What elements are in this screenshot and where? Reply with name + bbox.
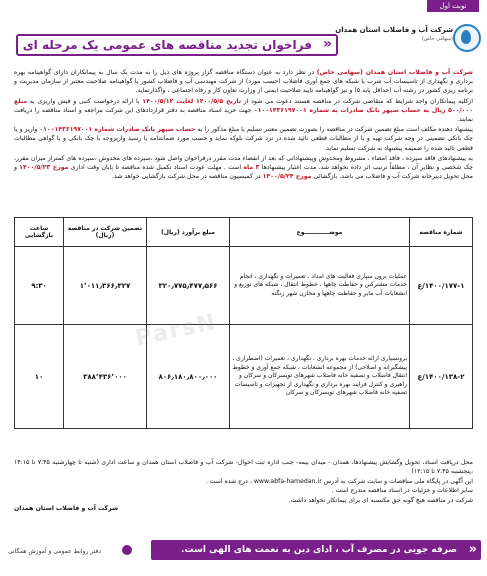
col-header-guarantee: تضمین شرکت در مناقصه (ریال) (64, 218, 147, 247)
round-tag: نوبت اول (427, 0, 479, 12)
slogan-text: صرفه جویی در مصرف آب ، ادای دین به نعمت های الهی است. (181, 545, 457, 555)
paragraph-3-text-b: واریز و یا چک بانکی تضمینی در وجه شرکت تهیه و یا از مطالبات قطعی تائید شده در نزد شرکت بلوکه نماید و حسب مورد ضمانتنامه یا رسید واریزوجه یا چک بانکی و یا گواهی مطالبات قطعی تائید شده را ضمیمه پیشنهاد به شرکت تسلیم نماید. (14, 126, 473, 152)
paragraph-4-text-d: در کمیسیون مناقصه در محل شرکت بازگشایی خواهد شد. (112, 173, 263, 181)
tender-hour: ۱۰ (15, 325, 64, 429)
tender-table (14, 217, 473, 429)
footer-details: سایر اطلاعات و جزئیات در اسناد مناقصه مندرج است . (331, 487, 473, 495)
deadline-date: مورخ ۱۴۰۰/۵/۲۳ (19, 164, 69, 172)
notice-body (14, 68, 473, 182)
paragraph-4-text-b: است . مهلت عودت اسناد تکمیل شده مناقصه تا پایان وقت اداری (68, 164, 244, 172)
paragraph-2-text-c: جهت خرید اسناد مناقصه به دفتر قراردادهای این شرکت مراجعه و اسناد مناقصه را دریافت نمایند. (14, 106, 473, 124)
col-header-number: شماره مناقصه (410, 218, 473, 247)
footer-address: محل دریافت اسناد، تحویل وگشایش پیشنهادها، همدان - میدان بیمه- جنب اداره ثبت احوال- شرکت آب و فاضلاب استان همدان و ساعت اداری (شنبه تا چهارشنبه ۷:۴۵ تا ۱۴:۱۵ ،پنجشنبه ۷:۴۵ تا ۱۲:۱۵) (14, 459, 473, 476)
table-row (15, 247, 473, 325)
company-logo (335, 20, 481, 62)
opening-date: مورخ ۱۴۰۰/۵/۲۴ (262, 173, 312, 181)
notice-footer (14, 458, 473, 505)
paragraph-3 (14, 125, 473, 153)
tender-subject: عملیات برون سپاری فعالیت های امداد ، تعمیرات و نگهداری ، انجام خدمات مشترکین و حفاظت چاهها ، خطوط انتقال ، شبکه های توزیع و انشعابات آب مایر و حفاظت چاهها و مخازن شهر زنگنه (230, 247, 410, 325)
watermark: ParsN (133, 309, 220, 352)
paragraph-4 (14, 154, 473, 182)
footer-website: این آگهی در پایگاه ملی مناقصات و سایت شرکت به آدرس www.abfa-hamedan.ir ، درج شده است . (205, 477, 473, 485)
paragraph-1-text: در نظر دارد به عنوان دستگاه مناقصه گزار پروژه های ذیل را به مدت یک سال به پیمانکاران دارای گواهینامه بهره برداری و نگهداری از تاسیسات آب شرب یا شبکه های جمع آوری فاضلاب (حسب مورد) از شرکت مهندسی آب و فاضلاب کشور یا گواهینامه صلاحیت معتبر از سازمان مدیریت و برنامه ریزی کشور در رشته آب (حداقل پایه ۵) و نیز گواهینامه تایید صلاحیت ایمنی از وزارت تعاون کار و رفاه اجتماعی ، واگذارنماید. (14, 69, 473, 95)
col-header-hour: ساعت بازگشایی (15, 218, 64, 247)
chevron-icon: « (468, 542, 477, 557)
tender-guarantee: ۳۸۸٬۴۳۶٬۰۰۰ (64, 325, 147, 429)
col-header-estimate: مبلغ برآورد (ریال) (147, 218, 230, 247)
tender-guarantee: ۱٬۰۱۱٫۳۶۶٫۳۲۷ (64, 247, 147, 325)
tender-estimate: ۳۲۰٫۷۷۵٫۴۷۷٫۵۶۶ (147, 247, 230, 325)
signature: شرکت آب و فاضلاب استان همدان (14, 505, 119, 512)
paragraph-1 (14, 68, 473, 96)
paragraph-3-text-a: پیشنهاد دهنده مکلف است مبلغ تضمین شرکت در مناقصه را بصورت تضمین معتبر تسلیم یا مبلغ مذکور را به (195, 126, 474, 134)
paragraph-4-text-a: به پیشنهادهای فاقد سپرده ، فاقد امضاء ، مشروط ومخدوش وپیشنهاداتی که بعد از انقضاء مدت مقرر درفراخوان واصل شود ،سپرده های مخدوش ،سپرده های کمتراز میزان مقرر، چک شخصی و نظایر آن ، مطلقاً ترتیب اثر داده نخواهد شد. مدت اعتبار پیشنهادها (14, 154, 474, 172)
tender-number: ۱۴۰۰/۱۷۷-۱/ع (410, 247, 473, 325)
table-header-row (15, 218, 473, 247)
paragraph-2 (14, 97, 473, 125)
chevron-icon: « (322, 36, 332, 52)
col-header-subject: موضــــــــــــوع (230, 218, 410, 247)
tender-number: ۱۴۰۰/۱۳۸-۲/ع (410, 325, 473, 429)
paragraph-2-text-a: ازکلیه پیمانکاران واجد شرایط که متقاضی شرکت در مناقصه هستند دعوت می شود از (241, 97, 473, 105)
date-range: تاریخ ۱۴۰۰/۵/۵ لغایت ۱۴۰۰/۵/۱۲ (142, 97, 242, 105)
tender-subject: برونسپاری ارائه خدمات بهره برداری ، نگهداری ، تعمیرات (اضطراری ، پیشگیرانه و اصلاحی) از مجموعه انشعابات ، شبکه جمع آوری و خطوط انتقال فاضلاب و تصفیه خانه فاضلاب شهرهای تویسرکان و سرکان و راهبری و کنترل فرایند بهره برداری و نگهداری از تجهیزات و تاسیسات تصفیه خانه فاضلاب شهرهای تویسرکان و سرکان (230, 325, 410, 429)
pr-office-label: دفتر روابط عمومی و آموزش همگانی (8, 548, 101, 555)
payment-account: مبلغ ۵۰۰/۰۰۰ ریال به حساب سپهر بانک صادرات به شماره ۰۱۰۰۱۴۳۶۱۹۷۰۰۱ (14, 97, 473, 114)
bottom-strip (0, 540, 487, 566)
paragraph-2-text-b: با ارائه درخواست کتبی و فیش واریزی به (27, 97, 143, 105)
guarantee-account: حساب سپهر بانک صادرات شماره ۰۱۰۰۱۴۳۶۱۹۷۰۰۱ (39, 126, 196, 134)
logo-company-type: (سهامی خاص) (421, 36, 453, 42)
tender-hour: ۹:۳۰ (15, 247, 64, 325)
company-name-red: شرکت آب و فاضلاب استان همدان (سهامی خاص) (316, 69, 474, 76)
footer-rights: شرکت در مناقصه هیچ گونه حق مکتسبه ای برای پیمانکار نخواهد داشت. (288, 496, 473, 504)
slogan-banner (151, 540, 481, 560)
office-logo-icon (122, 545, 132, 555)
water-drop-icon (453, 24, 481, 52)
page-title: فراخوان تجدید مناقصه های عمومی یک مرحله ای (22, 38, 312, 52)
paragraph-4-text-c: و محل تحویل دبیرخانه شرکت آب و فاضلاب می باشد. بازگشائی (14, 164, 473, 181)
tender-estimate: ۸۰۶٫۱۸۰٫۸۰۰٫۰۰۰ (147, 325, 230, 429)
table-row (15, 325, 473, 429)
title-banner (16, 34, 338, 56)
logo-company-name: شرکت آب و فاضلاب استان همدان (335, 26, 453, 34)
validity-period: ۳ ماه (243, 164, 260, 172)
